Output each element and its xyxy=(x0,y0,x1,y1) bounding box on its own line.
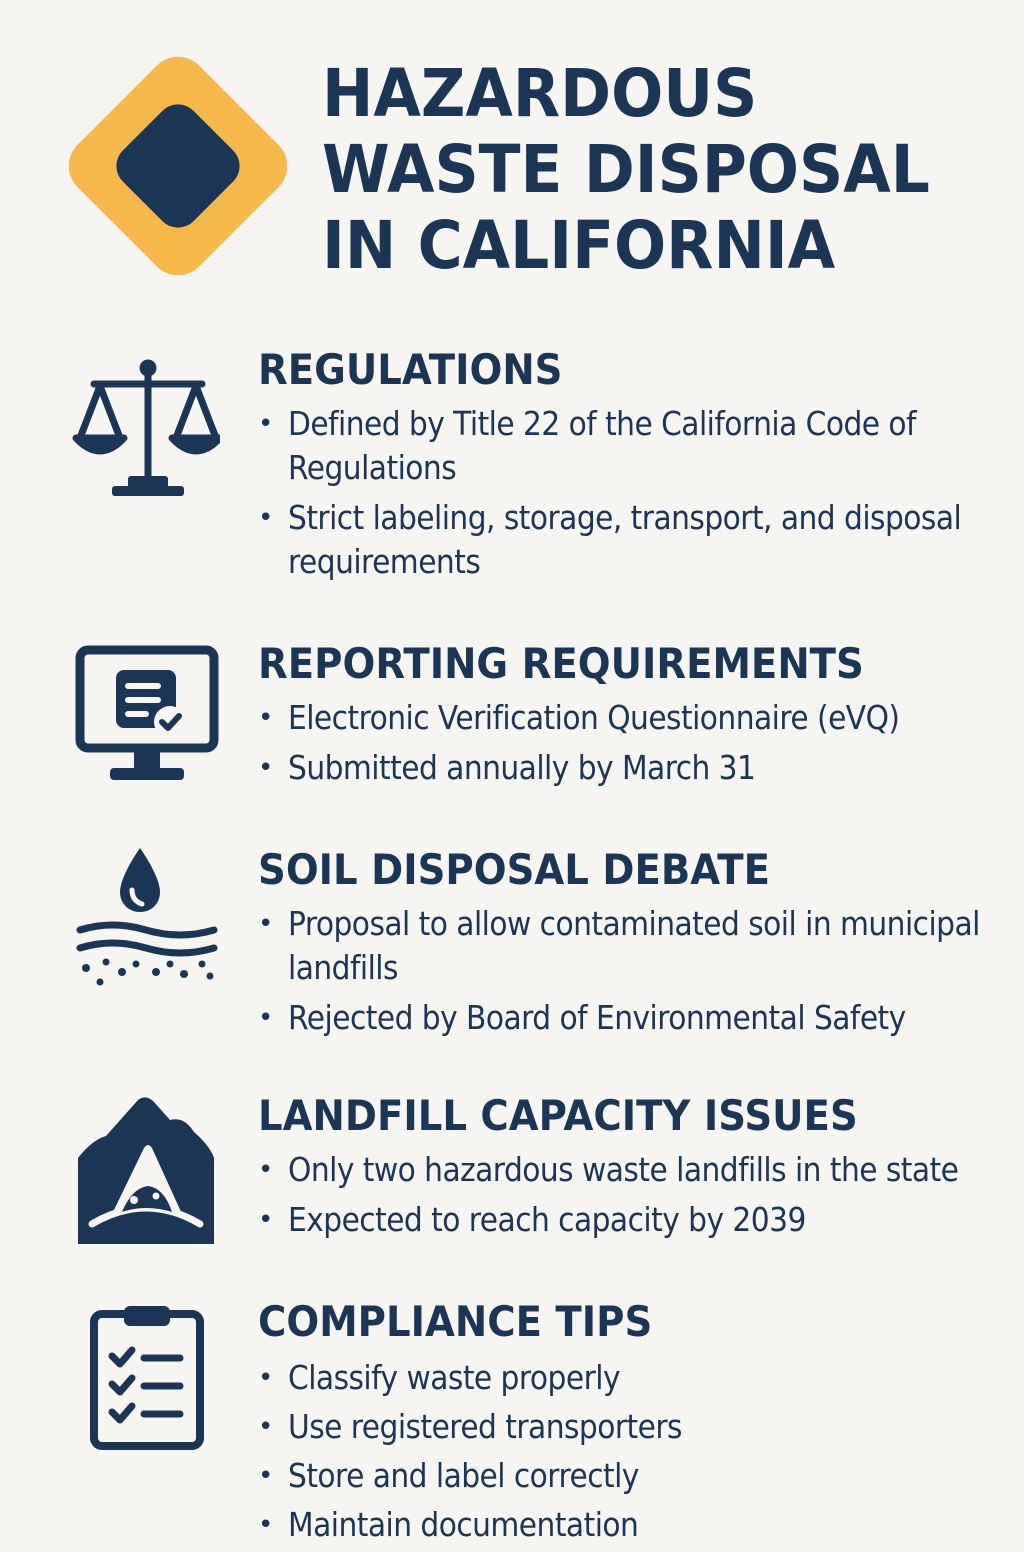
list-item xyxy=(258,496,998,584)
list-item xyxy=(258,1198,998,1242)
bullet-text: Store and label correctly xyxy=(288,1456,639,1495)
bullet-list xyxy=(258,696,998,790)
bullet-list xyxy=(258,402,998,584)
clipboard-checklist-icon xyxy=(72,1302,220,1450)
bullet-text: Proposal to allow contaminated soil in municipal landfills xyxy=(288,904,980,987)
section-body xyxy=(258,1296,998,1552)
list-item xyxy=(258,1148,998,1192)
hazard-diamond-icon xyxy=(56,44,300,288)
section-body xyxy=(258,844,998,1046)
bullet-text: Only two hazardous waste landfills in the state xyxy=(288,1150,959,1189)
section-body xyxy=(258,1090,998,1248)
list-item xyxy=(258,1405,998,1449)
bullet-text: Electronic Verification Questionnaire (eVQ) xyxy=(288,698,900,737)
scales-of-justice-icon xyxy=(72,352,220,500)
section-heading: SOIL DISPOSAL DEBATE xyxy=(258,845,770,894)
list-item xyxy=(258,1503,998,1547)
water-drop-soil-icon xyxy=(72,844,220,992)
section-heading: COMPLIANCE TIPS xyxy=(258,1297,653,1346)
page-title: HAZARDOUS WASTE DISPOSAL IN CALIFORNIA xyxy=(322,55,930,284)
computer-monitor-checklist-icon xyxy=(72,644,220,792)
bullet-text: Strict labeling, storage, transport, and disposal requirements xyxy=(288,498,962,581)
bullet-text: Classify waste properly xyxy=(288,1358,620,1397)
section-heading: REPORTING REQUIREMENTS xyxy=(258,639,864,688)
section-heading: LANDFILL CAPACITY ISSUES xyxy=(258,1091,858,1140)
landfill-mountain-icon xyxy=(72,1096,220,1244)
bullet-text: Maintain documentation xyxy=(288,1505,639,1544)
list-item xyxy=(258,1454,998,1498)
list-item xyxy=(258,696,998,740)
section-body xyxy=(258,344,998,590)
list-item xyxy=(258,902,998,990)
section-heading: REGULATIONS xyxy=(258,345,563,394)
list-item xyxy=(258,996,998,1040)
bullet-text: Submitted annually by March 31 xyxy=(288,748,756,787)
bullet-list xyxy=(258,902,998,1040)
bullet-list xyxy=(258,1148,998,1242)
bullet-text: Use registered transporters xyxy=(288,1407,682,1446)
list-item xyxy=(258,402,998,490)
bullet-text: Defined by Title 22 of the California Code of Regulations xyxy=(288,404,916,487)
section-body xyxy=(258,638,998,796)
bullet-text: Expected to reach capacity by 2039 xyxy=(288,1200,806,1239)
bullet-list xyxy=(258,1356,998,1547)
list-item xyxy=(258,1356,998,1400)
list-item xyxy=(258,746,998,790)
bullet-text: Rejected by Board of Environmental Safety xyxy=(288,998,906,1037)
